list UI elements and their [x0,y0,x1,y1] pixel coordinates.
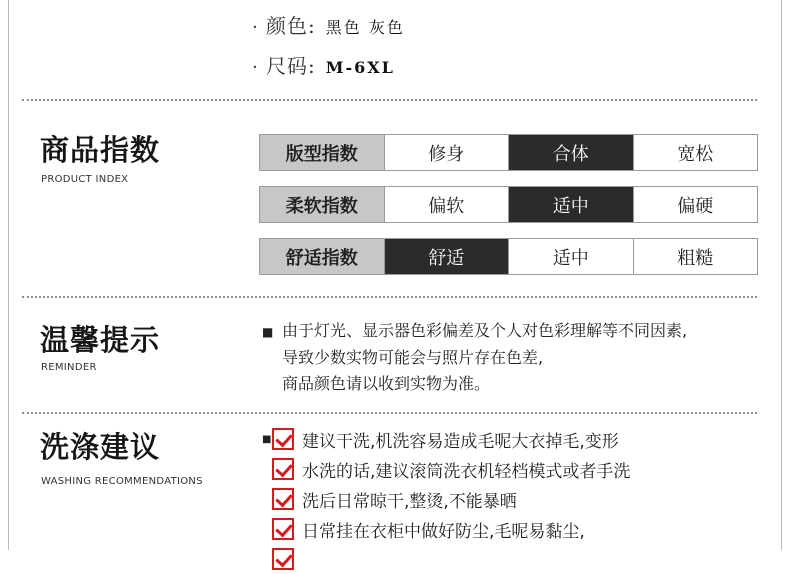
index-option: 粗糙 [633,239,758,274]
index-option-selected: 合体 [508,135,633,170]
reminder-line: 由于灯光、显示器色彩偏差及个人对色彩理解等不同因素, [282,321,688,340]
size-label: 尺码: [266,54,316,78]
reminder-subtitle: REMINDER [41,362,97,373]
index-option-selected: 适中 [508,187,633,222]
color-label: 颜色: [266,14,316,38]
index-row-comfort [259,238,758,275]
washing-list [262,424,742,574]
index-option: 偏软 [384,187,509,222]
index-row-softness [259,186,758,223]
section-divider [22,99,757,101]
reminder-text [262,318,687,397]
washing-item [262,424,742,454]
reminder-line: 导致少数实物可能会与照片存在色差, [282,347,544,367]
index-row-label: 柔软指数 [260,187,384,222]
washing-item-text: 水洗的话,建议滚筒洗衣机轻档模式或者手洗 [302,461,631,482]
washing-item-text: 建议干洗,机洗容易造成毛呢大衣掉毛,变形 [302,431,619,452]
washing-item [262,514,742,544]
bullet-square: ■ [262,433,272,445]
reminder-line: 商品颜色请以收到实物为准。 [282,373,491,393]
washing-subtitle: WASHING RECOMMENDATIONS [41,476,203,487]
checkbox-checked-icon [272,488,294,510]
size-value: M-6XL [325,58,395,77]
index-option: 修身 [384,135,509,170]
bullet-square: ■ [262,324,274,339]
color-value: 黑色 灰色 [325,18,405,37]
section-divider [22,296,757,298]
color-attribute [252,10,405,39]
checkbox-checked-icon [272,518,294,540]
checkbox-checked-icon [272,428,294,450]
washing-item-partial [262,544,742,574]
size-attribute [252,50,395,79]
product-index-subtitle: PRODUCT INDEX [41,174,129,185]
reminder-title: 温馨提示 [40,323,161,357]
washing-item [262,484,742,514]
index-option: 偏硬 [633,187,758,222]
washing-title: 洗涤建议 [40,430,161,464]
product-index-title: 商品指数 [40,133,161,167]
index-option: 宽松 [633,135,758,170]
washing-item-text: 洗后日常晾干,整烫,不能暴晒 [302,491,517,512]
washing-item-text: 日常挂在衣柜中做好防尘,毛呢易黏尘, [302,521,585,542]
checkbox-checked-icon [272,548,294,570]
bullet-dot: · [252,17,258,38]
checkbox-checked-icon [272,458,294,480]
index-row-label: 版型指数 [260,135,384,170]
section-divider [22,412,757,414]
index-option: 适中 [508,239,633,274]
index-row-label: 舒适指数 [260,239,384,274]
index-row-fit [259,134,758,171]
washing-item [262,454,742,484]
index-option-selected: 舒适 [384,239,509,274]
bullet-dot: · [252,57,258,78]
